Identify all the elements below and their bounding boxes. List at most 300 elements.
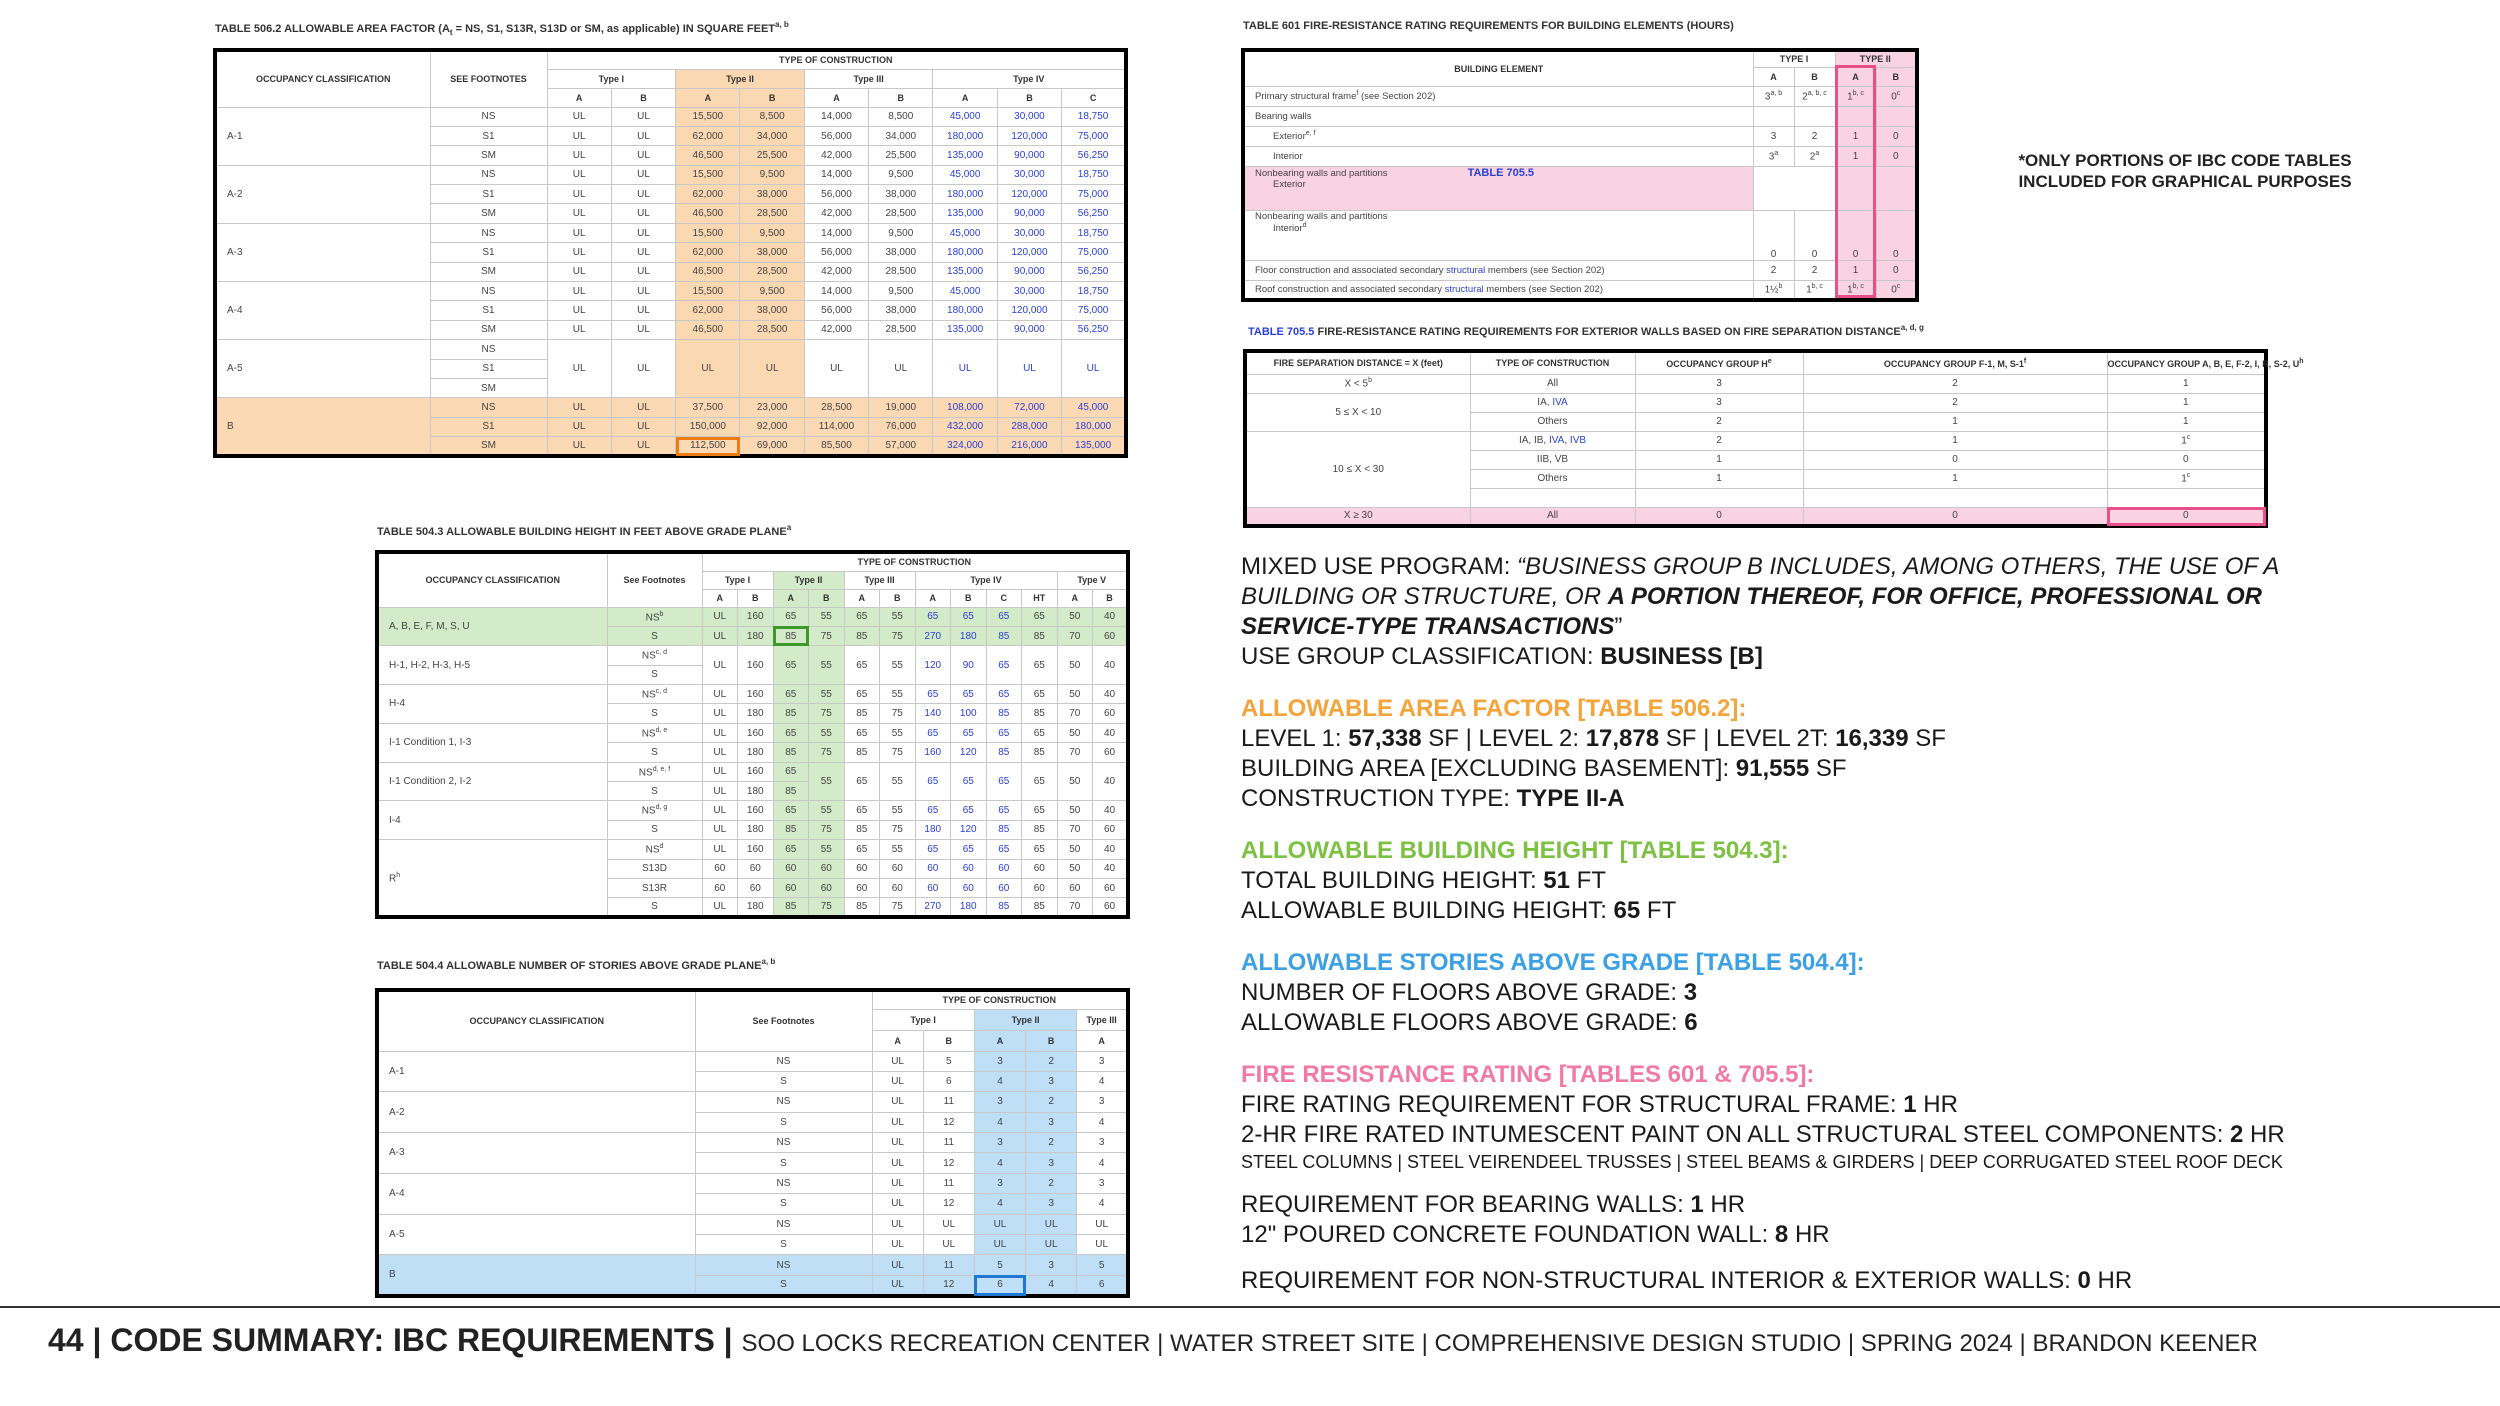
value-cell: 160 [738,646,774,685]
value-cell [1753,166,1835,210]
value-cell: 2 [1794,260,1835,280]
value-cell: 38,000 [869,301,933,320]
value-cell: 75 [880,820,916,839]
value-cell: 15,500 [676,107,740,126]
value-cell: UL [611,146,675,165]
footnote-cell: S1 [430,243,547,262]
table-row [215,223,1126,242]
value-cell: 46,500 [676,146,740,165]
footnote-cell: S1 [430,417,547,436]
value-cell: 12 [923,1112,974,1132]
value-cell: 3 [974,1133,1025,1153]
distance-cell: 10 ≤ X < 30 [1245,431,1470,507]
value-cell: 65 [951,723,987,742]
header-cell: TYPE OF CONSTRUCTION [1470,351,1635,374]
header-subtype: B [951,589,987,607]
value-cell: 180,000 [933,126,997,145]
value-cell: 8,500 [740,107,804,126]
value-cell: 5 [1077,1255,1128,1275]
occupancy-cell: I-1 Condition 2, I-2 [377,762,607,801]
header-subtype: B [923,1030,974,1051]
value-cell [1876,106,1917,126]
value-cell: 55 [809,646,845,685]
table-row [1245,507,2266,526]
value-cell: 65 [844,685,880,704]
value-cell: 60 [1057,878,1093,897]
value-cell: 65 [951,762,987,801]
value-cell: 69,000 [740,437,804,456]
table-row [377,801,1128,820]
header-cell: OCCUPANCY GROUP $H^e$ [1635,351,1803,374]
table-row [1243,146,1917,166]
value-cell: 9,500 [740,165,804,184]
value-cell: 65 [951,685,987,704]
value-cell: 3$^a$ [1753,146,1794,166]
table-601 [1241,48,1919,302]
value-cell: 180 [738,626,774,645]
value-cell: 160 [738,685,774,704]
value-cell: 85 [773,820,809,839]
table-row [377,1092,1128,1112]
value-cell: 55 [880,646,916,685]
value-cell: 57,000 [869,437,933,456]
table-row [1243,126,1917,146]
value-cell: 2 [1794,126,1835,146]
bearing-walls: REQUIREMENT FOR BEARING WALLS: 1 HR [1241,1191,1746,1218]
value-cell: 65 [1022,840,1058,859]
value-cell: 60 [738,878,774,897]
value-cell: 2 [1803,393,2107,412]
table-506-2-caption: TABLE 506.2 ALLOWABLE AREA FACTOR ($A_t$ = NS, S1, S13R, S13D or SM, as applicable) IN SQUARE FEET$^{a, b}$ [215,20,789,37]
value-cell: 160 [738,801,774,820]
value-cell: 85 [1022,626,1058,645]
value-cell: 40 [1093,840,1129,859]
value-cell: 65 [844,723,880,742]
value-cell: 2 [1753,260,1794,280]
value-cell: 85,500 [804,437,868,456]
value-cell: 324,000 [933,437,997,456]
table-row [215,340,1126,359]
value-cell: 60 [773,859,809,878]
footnote-cell: $NS^d$ [607,840,702,859]
value-cell: 55 [880,607,916,626]
value-cell: 180 [738,898,774,917]
footnote-cell: NS [430,223,547,242]
value-cell: 42,000 [804,146,868,165]
value-cell: 55 [880,801,916,820]
header-subtype: C [986,589,1022,607]
value-cell: 65 [773,685,809,704]
table-row [377,607,1128,626]
level-areas: LEVEL 1: 57,338 SF | LEVEL 2: 17,878 SF | LEVEL 2T: 16,339 SF [1241,725,1946,752]
value-cell: UL [702,626,738,645]
occupancy-cell: I-1 Condition 1, I-3 [377,723,607,762]
value-cell: 42,000 [804,262,868,281]
table-506-2 [213,48,1128,458]
value-cell: UL [702,685,738,704]
value-cell: 42,000 [804,320,868,339]
value-cell: 75 [809,743,845,762]
header-type: Type II [773,571,844,589]
value-cell: 56,250 [1062,262,1126,281]
value-cell: 62,000 [676,301,740,320]
value-cell: 60 [702,878,738,897]
value-cell: UL [702,820,738,839]
value-cell: 65 [1022,685,1058,704]
value-cell: 9,500 [740,223,804,242]
value-cell: 4 [1077,1194,1128,1214]
value-cell: 65 [986,685,1022,704]
value-cell: 38,000 [740,243,804,262]
value-cell: UL [872,1112,923,1132]
steel-components: STEEL COLUMNS | STEEL VEIRENDEEL TRUSSES | STEEL BEAMS & GIRDERS | DEEP CORRUGATED STEEL ROOF DECK [1241,1152,2283,1172]
type-cell: All [1470,374,1635,393]
value-cell: 18,750 [1062,282,1126,301]
value-cell: 1 [2107,412,2266,431]
value-cell [1753,106,1794,126]
value-cell: 3 [1026,1071,1077,1091]
value-cell: 30,000 [997,107,1061,126]
type-cell: Others [1470,412,1635,431]
occupancy-cell: A-1 [377,1051,695,1092]
value-cell: UL [547,185,611,204]
value-cell: 9,500 [869,223,933,242]
value-cell: 46,500 [676,204,740,223]
type-cell [1470,488,1635,507]
value-cell: UL [872,1173,923,1193]
header-type-of-construction: TYPE OF CONSTRUCTION [702,552,1128,571]
value-cell: 75 [809,898,845,917]
value-cell: 180 [951,626,987,645]
value-cell: 50 [1057,859,1093,878]
value-cell: 75 [809,820,845,839]
value-cell: 65 [844,840,880,859]
value-cell: 28,500 [804,398,868,417]
value-cell: UL [872,1275,923,1295]
header-type: Type I [872,1009,974,1030]
header-type: Type III [1077,1009,1128,1030]
value-cell [1835,106,1876,126]
value-cell: 120,000 [997,126,1061,145]
footnote-cell: S13R [607,878,702,897]
value-cell: 60 [844,859,880,878]
header-type: Type I [702,571,773,589]
value-cell: 0 [1753,210,1794,260]
value-cell: 65 [986,801,1022,820]
value-cell: 55 [809,840,845,859]
value-cell: UL [702,646,738,685]
value-cell: UL [547,282,611,301]
value-cell: 2 [1635,431,1803,450]
value-cell: 70 [1057,898,1093,917]
value-cell: 28,500 [740,320,804,339]
occupancy-cell: A-4 [377,1173,695,1214]
value-cell: 55 [809,762,845,801]
value-cell: 14,000 [804,223,868,242]
value-cell: 38,000 [740,185,804,204]
value-cell: 3 [1026,1194,1077,1214]
value-cell: 45,000 [1062,398,1126,417]
value-cell: 135,000 [933,146,997,165]
value-cell: 2 [1026,1173,1077,1193]
element-cell: Bearing walls [1243,106,1753,126]
value-cell: 8,500 [869,107,933,126]
occupancy-cell: A-2 [377,1092,695,1133]
value-cell: 3 [1026,1255,1077,1275]
footnote-cell: NS [430,165,547,184]
header-subtype: A [974,1030,1025,1051]
value-cell: 60 [1093,743,1129,762]
value-cell: UL [611,340,675,398]
value-cell: UL [611,204,675,223]
value-cell: UL [611,223,675,242]
value-cell: 60 [809,878,845,897]
value-cell [2107,488,2266,507]
header-building-element: BUILDING ELEMENT [1243,50,1753,86]
header-subtype: B [1794,67,1835,86]
value-cell: 85 [986,743,1022,762]
occupancy-cell: $R^h$ [377,840,607,918]
value-cell: UL [611,126,675,145]
value-cell [1803,488,2107,507]
table-row [1243,280,1917,300]
value-cell: 0 [1803,507,2107,526]
value-cell: 34,000 [869,126,933,145]
element-cell: Primary structural frame$^f$ (see Section 202) [1243,86,1753,106]
value-cell: 160 [738,723,774,742]
value-cell: 1 [1635,469,1803,488]
value-cell: 3 [974,1173,1025,1193]
value-cell: 2$^{a, b, c}$ [1794,86,1835,106]
value-cell: 75,000 [1062,126,1126,145]
value-cell: 75 [880,898,916,917]
value-cell: 50 [1057,685,1093,704]
value-cell: 40 [1093,762,1129,801]
value-cell: 1½$^b$ [1753,280,1794,300]
footnote-cell: $NS^b$ [607,607,702,626]
table-row [377,646,1128,665]
header-subtype: B [1026,1030,1077,1051]
value-cell: 135,000 [933,262,997,281]
value-cell: 65 [986,723,1022,742]
value-cell: 3 [1753,126,1794,146]
value-cell: 65 [915,607,951,626]
occupancy-cell: B [377,1255,695,1296]
value-cell: 28,500 [740,204,804,223]
table-504-3 [375,550,1130,919]
footnote-cell: NS [430,398,547,417]
occupancy-cell: H-1, H-2, H-3, H-5 [377,646,607,685]
value-cell: 65 [915,840,951,859]
footnote-cell: S [607,704,702,723]
value-cell: 60 [986,859,1022,878]
table-row [377,685,1128,704]
value-cell: UL [611,185,675,204]
table-row [215,107,1126,126]
value-cell: 65 [773,801,809,820]
header-subtype: HT [1022,589,1058,607]
value-cell: 100 [951,704,987,723]
value-cell: 2 [1635,412,1803,431]
table-row [377,723,1128,742]
header-subtype: B [738,589,774,607]
value-cell: 40 [1093,723,1129,742]
footnote-cell: NS$^{d, e}$ [607,723,702,742]
value-cell: 180,000 [933,185,997,204]
header-subtype: A [933,88,997,107]
value-cell: UL [611,437,675,456]
value-cell: 50 [1057,723,1093,742]
value-cell: 180 [915,820,951,839]
value-cell: UL [702,898,738,917]
value-cell: 85 [844,898,880,917]
value-cell: 75 [809,704,845,723]
value-cell: 50 [1057,801,1093,820]
footnote-cell: S [695,1153,872,1173]
value-cell: 65 [951,607,987,626]
value-cell: 85 [1022,820,1058,839]
value-cell: 11 [923,1133,974,1153]
header-subtype: A [804,88,868,107]
value-cell: 50 [1057,840,1093,859]
value-cell: 56,000 [804,301,868,320]
value-cell: UL [872,1071,923,1091]
value-cell: 5 [974,1255,1025,1275]
value-cell: UL [611,301,675,320]
element-cell: Nonbearing walls and partitions TABLE 705.5 Exterior [1243,166,1753,210]
footnote-cell: NS [695,1173,872,1193]
value-cell: 3 [1077,1173,1128,1193]
table-row [1243,210,1917,260]
header-type-ii: TYPE II [1835,50,1917,67]
value-cell: 150,000 [676,417,740,436]
value-cell: 180 [738,743,774,762]
value-cell: UL [1077,1235,1128,1255]
value-cell: 45,000 [933,223,997,242]
mixed-use-program: MIXED USE PROGRAM: “BUSINESS GROUP B INCLUDES, AMONG OTHERS, THE USE OF A BUILDING OR STRUCTURE, OR A PORTION THEREOF, FOR OFFICE, PROFESSIONAL OR SERVICE-TYPE TRANSACTIONS” [1241,553,2279,640]
value-cell: 65 [986,762,1022,801]
footnote-cell: S [607,626,702,645]
value-cell: 1 [1635,450,1803,469]
table-row [215,165,1126,184]
value-cell: 65 [844,607,880,626]
value-cell: 56,000 [804,126,868,145]
value-cell: 180,000 [1062,417,1126,436]
value-cell: 15,500 [676,165,740,184]
value-cell: 23,000 [740,398,804,417]
value-cell: 1 [1835,146,1876,166]
footnote-cell: NS$^{c, d}$ [607,685,702,704]
value-cell: 85 [986,898,1022,917]
element-cell: Floor construction and associated secondary structural members (see Section 202) [1243,260,1753,280]
value-cell: 1 [2107,374,2266,393]
value-cell: 40 [1093,801,1129,820]
value-cell: 0$^c$ [1876,86,1917,106]
value-cell: 90,000 [997,146,1061,165]
value-cell: 1 [1835,126,1876,146]
value-cell: 0 [2107,450,2266,469]
value-cell: UL [611,262,675,281]
value-cell: 65 [844,801,880,820]
value-cell: UL [702,782,738,801]
value-cell: 120 [951,743,987,762]
value-cell: 1$^{b, c}$ [1835,86,1876,106]
type-cell: IA, IVA [1470,393,1635,412]
header-subtype: B [1093,589,1129,607]
value-cell: 9,500 [740,282,804,301]
table-row [1243,86,1917,106]
value-cell: 135,000 [1062,437,1126,456]
stories-heading: ALLOWABLE STORIES ABOVE GRADE [TABLE 504.4]: [1241,949,1865,976]
value-cell: 3 [1077,1051,1128,1071]
value-cell: UL [1062,340,1126,398]
value-cell: UL [872,1255,923,1275]
value-cell: UL [547,146,611,165]
value-cell: 60 [1022,878,1058,897]
value-cell: 180 [951,898,987,917]
value-cell: UL [974,1214,1025,1234]
value-cell: 60 [1093,626,1129,645]
value-cell: 70 [1057,820,1093,839]
value-cell: 65 [773,607,809,626]
table-601-caption: TABLE 601 FIRE-RESISTANCE RATING REQUIREMENTS FOR BUILDING ELEMENTS (HOURS) [1243,20,1734,32]
value-cell: 160 [915,743,951,762]
table-row [377,1173,1128,1193]
value-cell: 85 [844,626,880,645]
value-cell: 92,000 [740,417,804,436]
value-cell: 180,000 [933,301,997,320]
value-cell: 46,500 [676,262,740,281]
value-cell: 65 [986,646,1022,685]
footnote-cell: SM [430,204,547,223]
value-cell: 120,000 [997,301,1061,320]
value-cell: 65 [773,762,809,781]
value-cell: 85 [773,782,809,801]
tables-note: *ONLY PORTIONS OF IBC CODE TABLES INCLUDED FOR GRAPHICAL PURPOSES [2018,151,2352,191]
value-cell: 65 [915,685,951,704]
value-cell: 55 [809,723,845,742]
value-cell: 3$^{a, b}$ [1753,86,1794,106]
value-cell: UL [547,243,611,262]
table-row [377,1214,1128,1234]
value-cell: 85 [773,704,809,723]
value-cell: 28,500 [869,262,933,281]
value-cell: 65 [986,607,1022,626]
value-cell: 65 [1022,646,1058,685]
value-cell: 85 [773,743,809,762]
header-type: Type II [676,69,805,88]
foundation-wall: 12" POURED CONCRETE FOUNDATION WALL: 8 HR [1241,1221,1830,1248]
header-subtype: A [872,1030,923,1051]
header-subtype: A [702,589,738,607]
value-cell: 85 [1022,743,1058,762]
value-cell: 1 [1835,260,1876,280]
footnote-cell: NS [430,282,547,301]
value-cell: UL [740,340,804,398]
value-cell: UL [1026,1235,1077,1255]
value-cell: 18,750 [1062,165,1126,184]
page-number: 44 [48,1322,84,1358]
footnote-cell: SM [430,262,547,281]
value-cell: 0 [1635,507,1803,526]
value-cell: 180 [738,782,774,801]
value-cell: 72,000 [997,398,1061,417]
header-type: Type III [844,571,915,589]
value-cell: 28,500 [869,320,933,339]
value-cell: 38,000 [869,185,933,204]
footnote-cell: SM [430,146,547,165]
value-cell: 1 [1803,469,2107,488]
